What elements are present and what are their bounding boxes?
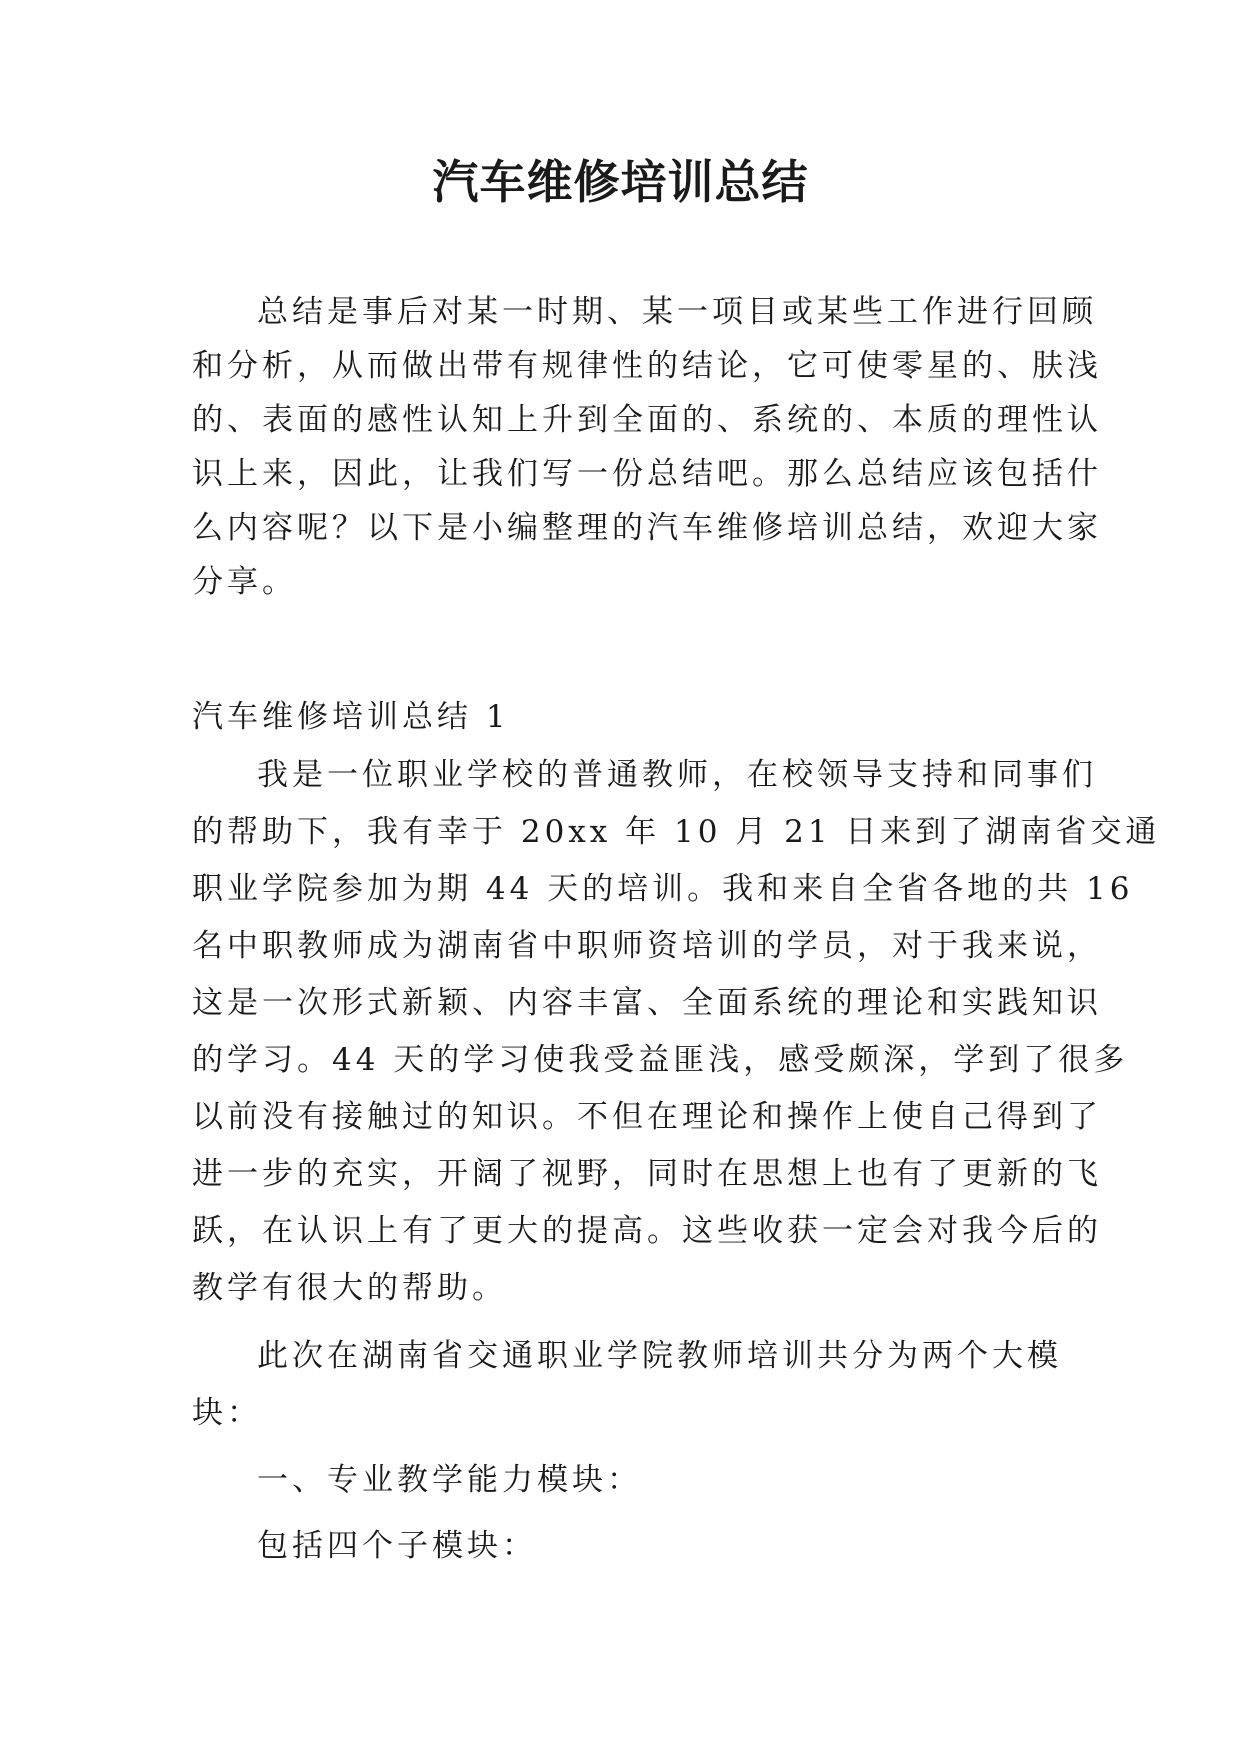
intro-line: 么内容呢？以下是小编整理的汽车维修培训总结，欢迎大家 (192, 510, 1102, 546)
section-heading: 汽车维修培训总结 1 (192, 699, 510, 735)
paragraph-line: 名中职教师成为湖南省中职师资培训的学员，对于我来说， (192, 928, 1102, 964)
document-title: 汽车维修培训总结 (432, 155, 809, 209)
paragraph-line: 以前没有接触过的知识。不但在理论和操作上使自己得到了 (192, 1099, 1102, 1135)
paragraph-line: 此次在湖南省交通职业学院教师培训共分为两个大模 (257, 1338, 1062, 1374)
paragraph-line: 我是一位职业学校的普通教师，在校领导支持和同事们 (257, 757, 1097, 793)
paragraph-line: 跃，在认识上有了更大的提高。这些收获一定会对我今后的 (192, 1213, 1102, 1249)
intro-line: 识上来，因此，让我们写一份总结吧。那么总结应该包括什 (192, 456, 1102, 492)
intro-line: 分享。 (192, 564, 297, 600)
paragraph-line: 教学有很大的帮助。 (192, 1270, 507, 1306)
paragraph-line: 进一步的充实，开阔了视野，同时在思想上也有了更新的飞 (192, 1156, 1102, 1192)
paragraph-line: 的帮助下，我有幸于 20xx 年 10 月 21 日来到了湖南省交通 (192, 814, 1161, 850)
intro-line: 和分析，从而做出带有规律性的结论，它可使零星的、肤浅 (192, 348, 1102, 384)
paragraph-line: 的学习。44 天的学习使我受益匪浅，感受颇深，学到了很多 (192, 1042, 1129, 1078)
intro-line: 的、表面的感性认知上升到全面的、系统的、本质的理性认 (192, 402, 1102, 438)
paragraph-line: 这是一次形式新颖、内容丰富、全面系统的理论和实践知识 (192, 985, 1102, 1021)
module-item: 一、专业教学能力模块： (257, 1462, 642, 1498)
paragraph-line: 块： (192, 1395, 262, 1431)
paragraph-line: 职业学院参加为期 44 天的培训。我和来自全省各地的共 16 (192, 871, 1134, 907)
module-subitem: 包括四个子模块： (257, 1528, 537, 1564)
intro-line: 总结是事后对某一时期、某一项目或某些工作进行回顾 (257, 294, 1097, 330)
